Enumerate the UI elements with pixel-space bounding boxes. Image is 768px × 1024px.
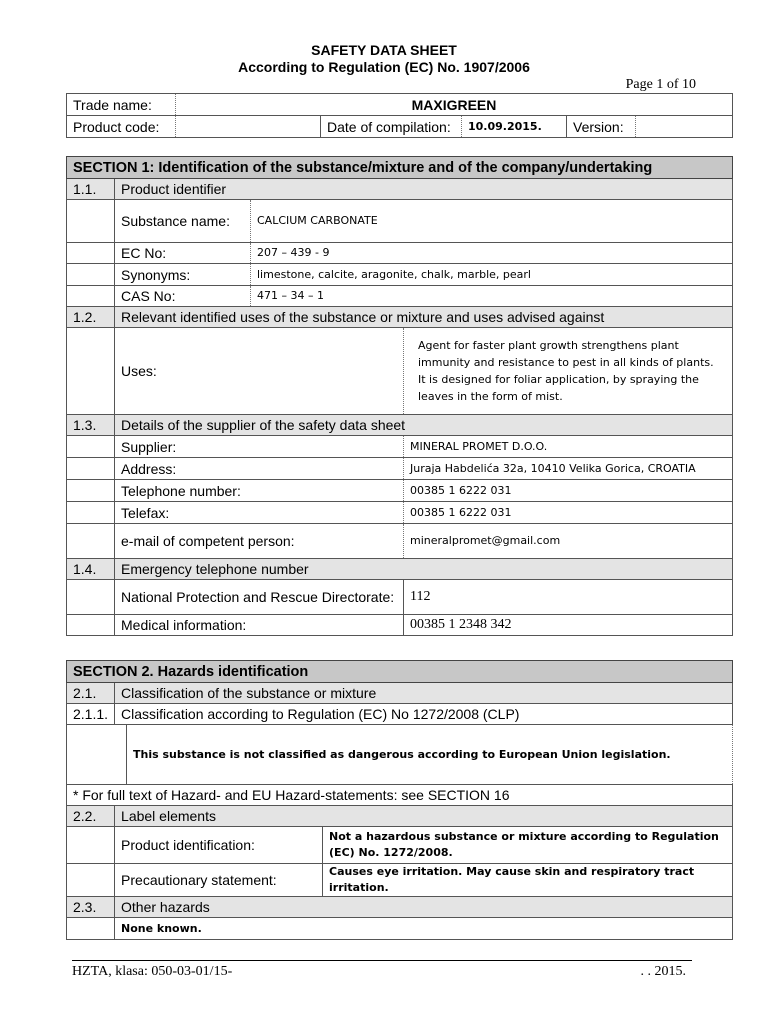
precaution-label: Precautionary statement: — [115, 864, 323, 897]
telephone-value: 00385 1 6222 031 — [404, 480, 733, 502]
footer-right: . . 2015. — [640, 964, 686, 979]
product-id-value: Not a hazardous substance or mixture according to Regulation (EC) No. 1272/2008. — [323, 827, 733, 864]
substance-name-label: Substance name: — [115, 200, 251, 243]
s11-number: 1.1. — [67, 179, 115, 200]
section-2-heading: SECTION 2. Hazards identification — [67, 661, 733, 683]
uses-value — [404, 328, 733, 415]
substance-name-value: CALCIUM CARBONATE — [251, 200, 733, 243]
s11-title: Product identifier — [115, 179, 733, 200]
npr-value: 112 — [404, 580, 733, 615]
trade-name-label: Trade name: — [67, 94, 176, 116]
synonyms-value: limestone, calcite, aragonite, chalk, marble, pearl — [251, 264, 733, 286]
supplier-label: Supplier: — [115, 436, 404, 458]
uses-line-2: It is designed for foliar application, by spraying the leaves in the form of mist. — [418, 373, 699, 403]
classification-text: This substance is not classified as dangerous according to European Union legislation. — [127, 725, 733, 785]
s22-number: 2.2. — [67, 806, 115, 827]
s13-number: 1.3. — [67, 415, 115, 436]
telefax-label: Telefax: — [115, 502, 404, 524]
s22-title: Label elements — [115, 806, 733, 827]
s21-title: Classification of the substance or mixture — [115, 683, 733, 704]
page-number: Page 1 of 10 — [625, 77, 696, 92]
other-hazards-value: None known. — [115, 918, 733, 940]
medical-value: 00385 1 2348 342 — [404, 615, 733, 636]
uses-line-1: Agent for faster plant growth strengthens plant immunity and resistance to pest in all kinds of plants. — [418, 339, 714, 369]
s211-title: Classification according to Regulation (EC) No 1272/2008 (CLP) — [115, 704, 733, 725]
uses-label: Uses: — [115, 328, 404, 415]
ec-label: EC No: — [115, 243, 251, 264]
address-label: Address: — [115, 458, 404, 480]
product-id-label: Product identification: — [115, 827, 323, 864]
product-code-value — [176, 116, 321, 138]
medical-label: Medical information: — [115, 615, 404, 636]
email-label: e-mail of competent person: — [115, 524, 404, 559]
cas-label: CAS No: — [115, 286, 251, 307]
footer-divider — [72, 960, 692, 961]
s21-number: 2.1. — [67, 683, 115, 704]
trade-name-value: MAXIGREEN — [176, 94, 733, 116]
npr-label: National Protection and Rescue Directorate: — [115, 580, 404, 615]
document-title: SAFETY DATA SHEET — [311, 42, 457, 58]
s14-number: 1.4. — [67, 559, 115, 580]
s12-title: Relevant identified uses of the substance or mixture and uses advised against — [115, 307, 733, 328]
date-value: 10.09.2015. — [462, 116, 567, 138]
product-code-label: Product code: — [67, 116, 176, 138]
ec-value: 207 – 439 - 9 — [251, 243, 733, 264]
section-1-table — [66, 156, 733, 636]
date-label: Date of compilation: — [321, 116, 462, 138]
telephone-label: Telephone number: — [115, 480, 404, 502]
s211-number: 2.1.1. — [67, 704, 115, 725]
section-1-heading: SECTION 1: Identification of the substance/mixture and of the company/undertaking — [67, 157, 733, 179]
email-value: mineralpromet@gmail.com — [404, 524, 733, 559]
s14-title: Emergency telephone number — [115, 559, 733, 580]
s13-title: Details of the supplier of the safety data sheet — [115, 415, 733, 436]
supplier-value: MINERAL PROMET D.O.O. — [404, 436, 733, 458]
synonyms-label: Synonyms: — [115, 264, 251, 286]
version-label: Version: — [567, 116, 636, 138]
section-2-table — [66, 660, 733, 940]
footer-left: HZTA, klasa: 050-03-01/15- — [72, 964, 233, 979]
telefax-value: 00385 1 6222 031 — [404, 502, 733, 524]
s23-number: 2.3. — [67, 897, 115, 918]
s23-title: Other hazards — [115, 897, 733, 918]
trade-info-table — [66, 93, 733, 138]
version-value — [636, 116, 733, 138]
footnote: * For full text of Hazard- and EU Hazard-statements: see SECTION 16 — [67, 785, 733, 806]
cas-value: 471 – 34 – 1 — [251, 286, 733, 307]
address-value: Juraja Habdelića 32a, 10410 Velika Gorica, CROATIA — [404, 458, 733, 480]
document-subtitle: According to Regulation (EC) No. 1907/2006 — [238, 59, 530, 75]
precaution-value: Causes eye irritation. May cause skin and respiratory tract irritation. — [323, 864, 733, 897]
s12-number: 1.2. — [67, 307, 115, 328]
